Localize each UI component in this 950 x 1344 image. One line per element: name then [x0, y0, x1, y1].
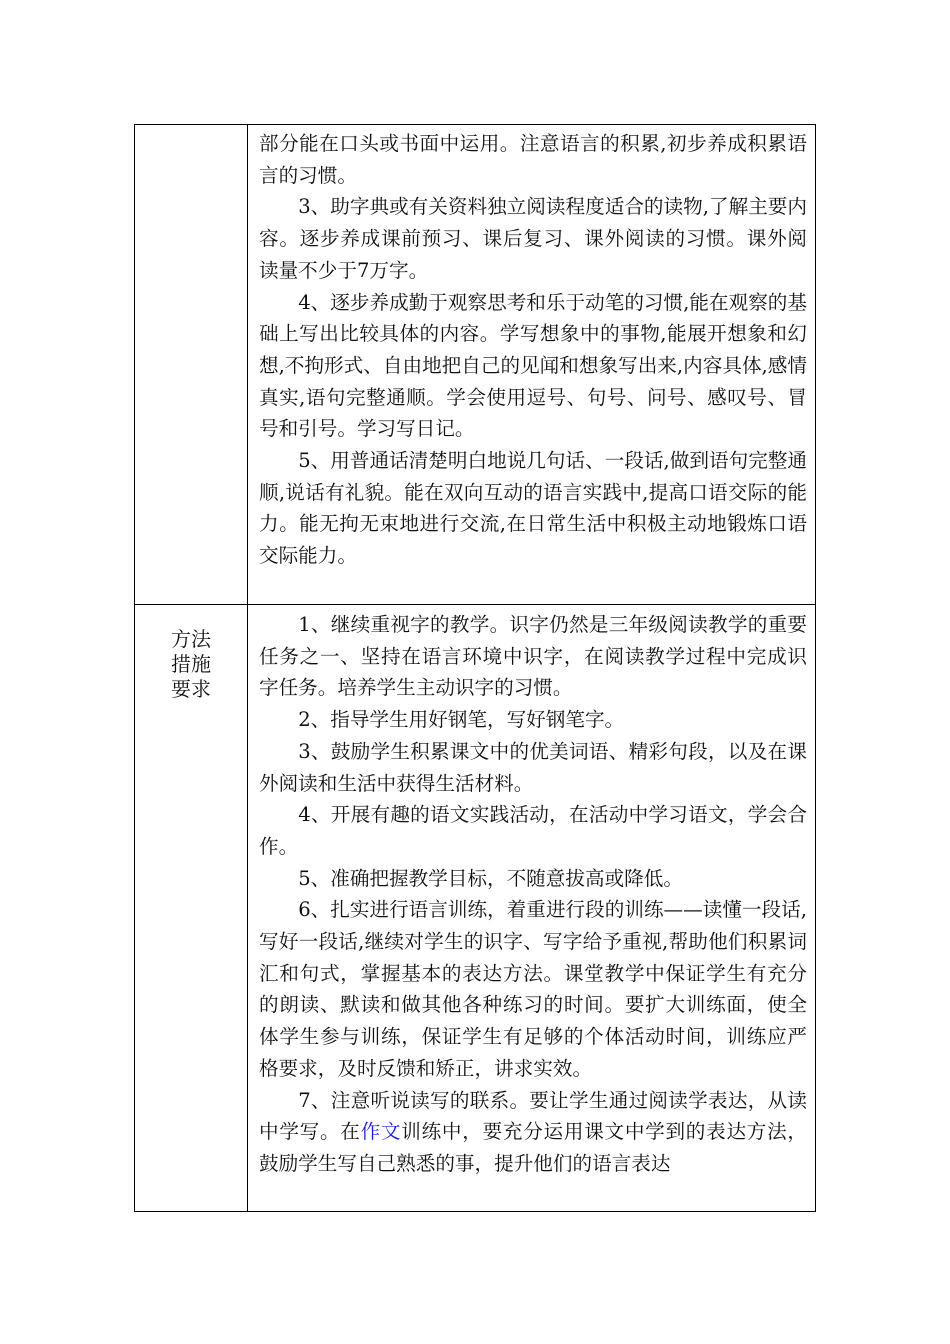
label-line: 措施: [171, 652, 211, 676]
plan-table: [134, 124, 816, 1212]
label-line: 方法: [171, 627, 211, 651]
methods-paragraph: 6、扎实进行语言训练，着重进行段的训练——读懂一段话,写好一段话,继续对学生的识字、写字给予重视,帮助他们积累词汇和句式，掌握基本的表达方法。课堂教学中保证学生有充分的朗读、默读和做其他各种练习的时间。要扩大训练面，使全体学生参与训练，保证学生有足够的个体活动时间，训练应严格要求，及时反馈和矫正，讲求实效。: [259, 898, 807, 1080]
column-divider: [247, 125, 248, 1211]
goals-paragraph: 4、逐步养成勤于观察思考和乐于动笔的习惯,能在观察的基础上写出比较具体的内容。学写想象中的事物,能展开想象和幻想,不拘形式、自由地把自己的见闻和想象写出来,内容具体,感情真实,语句完整通顺。学会使用逗号、句号、问号、感叹号、冒号和引号。学习写日记。: [259, 290, 807, 441]
methods-paragraph: 2、指导学生用好钢笔，写好钢笔字。: [298, 708, 625, 732]
methods-row-label: [135, 627, 247, 702]
goals-paragraph: 部分能在口头或书面中运用。注意语言的积累,初步养成积累语言的习惯。: [259, 132, 807, 187]
methods-paragraph: 1、继续重视字的教学。识字仍然是三年级阅读教学的重要任务之一、坚持在语言环境中识字，在阅读教学过程中完成识字任务。培养学生主动识字的习惯。: [259, 613, 807, 700]
methods-paragraph: 4、开展有趣的语文实践活动，在活动中学习语文，学会合作。: [259, 803, 807, 858]
methods-paragraph: 5、准确把握教学目标，不随意拔高或降低。: [298, 866, 683, 890]
goals-content-cell: [259, 128, 807, 572]
composition-link[interactable]: 作文: [360, 1120, 402, 1144]
goals-paragraph: 3、助字典或有关资料独立阅读程度适合的读物,了解主要内容。逐步养成课前预习、课后复习、课外阅读的习惯。课外阅读量不少于7万字。: [259, 195, 807, 282]
paragraph-text: 7、注意听说读写的联系。要让学生通过阅读学表达，从读中学写。在: [259, 1088, 807, 1144]
label-line: 要求: [171, 677, 211, 701]
methods-paragraph-last: [259, 1085, 807, 1180]
row-divider: [135, 604, 815, 605]
paragraph-text: 训练中，要充分运用课文中学到的表达方法，鼓励学生写自己熟悉的事，提升他们的语言表达: [259, 1120, 808, 1175]
methods-content-cell: [259, 609, 807, 1180]
goals-paragraph: 5、用普通话清楚明白地说几句话、一段话,做到语句完整通顺,说话有礼貌。能在双向互动的语言实践中,提高口语交际的能力。能无拘无束地进行交流,在日常生活中积极主动地锻炼口语交际能力。: [259, 449, 807, 568]
methods-paragraph: 3、鼓励学生积累课文中的优美词语、精彩句段，以及在课外阅读和生活中获得生活材料。: [259, 739, 807, 795]
